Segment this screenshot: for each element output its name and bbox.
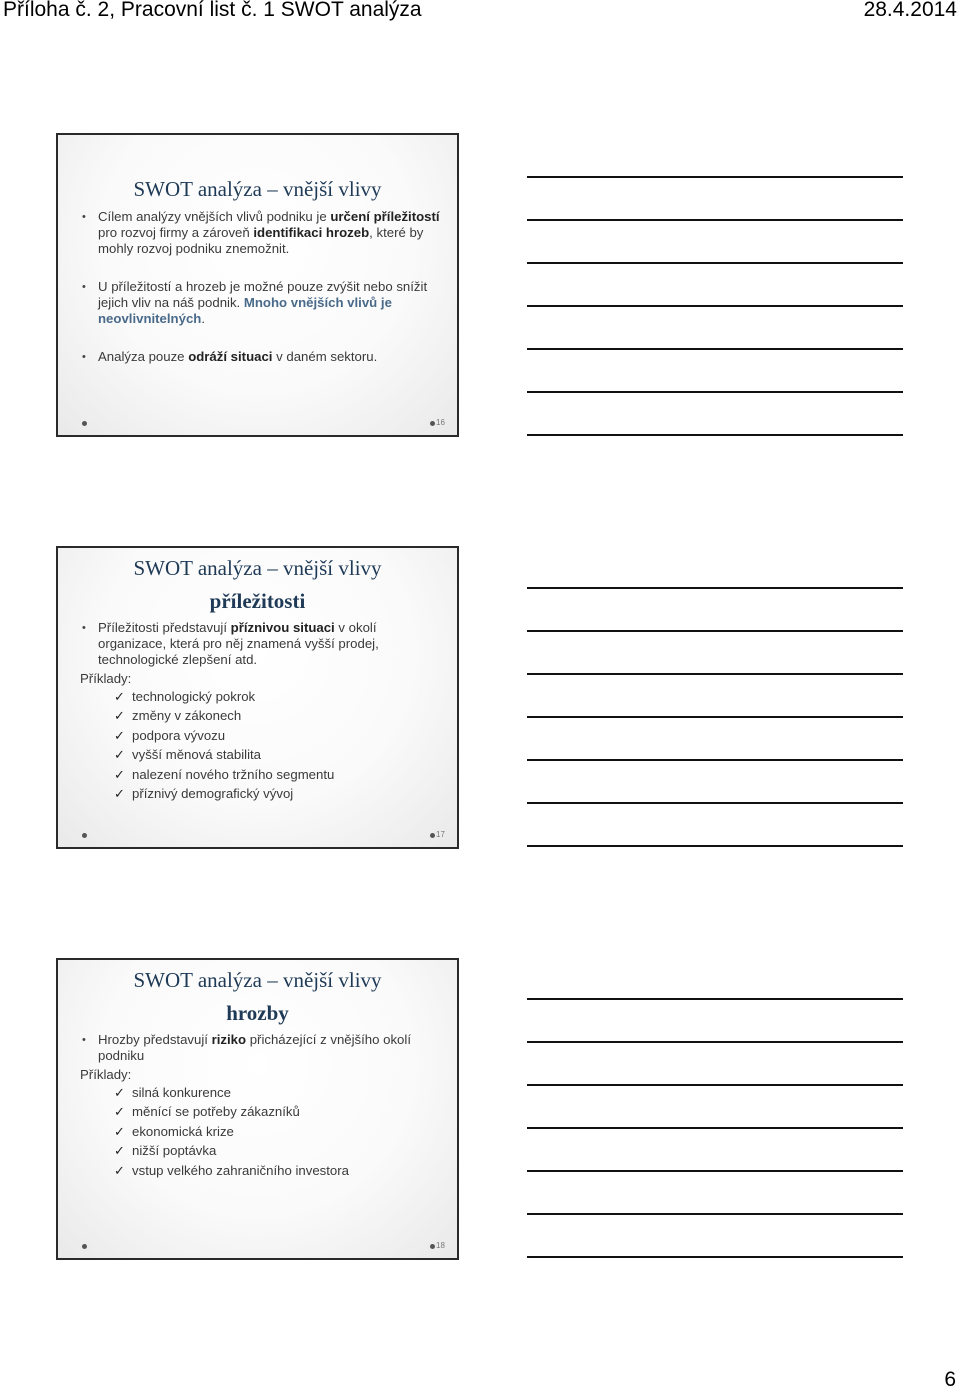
text: Cílem analýzy vnějších vlivů podniku je: [98, 209, 331, 224]
text: Příležitosti představují: [98, 620, 231, 635]
example-item: ✓ vstup velkého zahraničního investora: [114, 1161, 445, 1180]
emphasis: odráží situaci: [188, 349, 273, 364]
slide-title: SWOT analýza – vnější vlivy: [133, 968, 382, 992]
note-line: [527, 1084, 903, 1086]
bullet-item: [80, 1032, 445, 1064]
examples-list: [58, 687, 445, 803]
slide-title: SWOT analýza – vnější vlivy: [133, 556, 382, 580]
note-line: [527, 845, 903, 847]
note-line: [527, 1041, 903, 1043]
header-date: 28.4.2014: [863, 0, 957, 21]
text: přicházející z vnějšího okolí podniku: [98, 1032, 411, 1063]
text: Hrozby představují: [98, 1032, 212, 1047]
note-line: [527, 219, 903, 221]
emphasis: identifikaci hrozeb: [253, 225, 370, 240]
footer-dot: [82, 833, 87, 838]
text: v okolí organizace, která pro něj znamená vyšší prodej, technologické zlepšení atd.: [98, 620, 379, 667]
bullet-item: [80, 279, 445, 327]
note-line: [527, 1170, 903, 1172]
slide-subtitle: příležitosti: [209, 589, 306, 613]
text: v daném sektoru.: [272, 349, 378, 364]
note-line: [527, 673, 903, 675]
note-line: [527, 587, 903, 589]
emphasis: riziko: [211, 1032, 247, 1047]
text: Analýza pouze: [98, 349, 189, 364]
slide-title: SWOT analýza – vnější vlivy: [133, 177, 382, 201]
note-line: [527, 802, 903, 804]
slide-body: [80, 620, 445, 803]
example-item: ✓ silná konkurence: [114, 1083, 445, 1102]
footer-dot: [82, 421, 87, 426]
page-number: 6: [944, 1368, 956, 1391]
example-item: ✓ ekonomická krize: [114, 1122, 445, 1141]
example-item: ✓ nižší poptávka: [114, 1141, 445, 1160]
bullet-item: [80, 209, 445, 257]
slide-number: 18: [436, 1241, 445, 1250]
slide-17: [56, 546, 459, 849]
text: U příležitostí a hrozeb je možné pouze zvýšit nebo snížit jejich vliv na náš podnik.: [98, 279, 428, 310]
note-line: [527, 1127, 903, 1129]
examples-label: Příklady:: [80, 671, 132, 686]
emphasis: Mnoho vnějších vlivů je neovlivnitelných: [98, 295, 392, 326]
text: .: [201, 311, 206, 326]
slide-number: 17: [436, 830, 445, 839]
slide-number: 16: [436, 418, 445, 427]
note-line: [527, 348, 903, 350]
note-line: [527, 998, 903, 1000]
emphasis: určení příležitostí: [330, 209, 440, 224]
note-line: [527, 305, 903, 307]
note-line: [527, 1213, 903, 1215]
slide-18: [56, 958, 459, 1260]
example-item: ✓ vyšší měnová stabilita: [114, 745, 445, 764]
example-item: ✓ nalezení nového tržního segmentu: [114, 765, 445, 784]
note-line: [527, 1256, 903, 1258]
slide-body: [80, 209, 445, 365]
note-line: [527, 176, 903, 178]
bullet-item: [80, 620, 445, 668]
slide-subtitle: hrozby: [226, 1001, 289, 1025]
footer-dot: [430, 421, 435, 426]
note-line: [527, 716, 903, 718]
header-title: Příloha č. 2, Pracovní list č. 1 SWOT analýza: [3, 0, 422, 21]
examples-list: [58, 1083, 445, 1180]
example-item: ✓ příznivý demografický vývoj: [114, 784, 445, 803]
example-item: ✓ měnící se potřeby zákazníků: [114, 1102, 445, 1121]
footer-dot: [82, 1244, 87, 1249]
slide-body: [80, 1032, 445, 1180]
example-item: ✓ podpora vývozu: [114, 726, 445, 745]
note-line: [527, 262, 903, 264]
emphasis: příznivou situaci: [230, 620, 335, 635]
note-line: [527, 391, 903, 393]
text: , které by mohly rozvoj podniku znemožnit.: [98, 225, 424, 256]
examples-label: Příklady:: [80, 1067, 132, 1082]
footer-dot: [430, 833, 435, 838]
note-line: [527, 759, 903, 761]
note-line: [527, 630, 903, 632]
note-line: [527, 434, 903, 436]
bullet-item: [80, 349, 445, 365]
footer-dot: [430, 1244, 435, 1249]
example-item: ✓ technologický pokrok: [114, 687, 445, 706]
slide-16: [56, 133, 459, 437]
example-item: ✓ změny v zákonech: [114, 706, 445, 725]
text: pro rozvoj firmy a zároveň: [98, 225, 254, 240]
